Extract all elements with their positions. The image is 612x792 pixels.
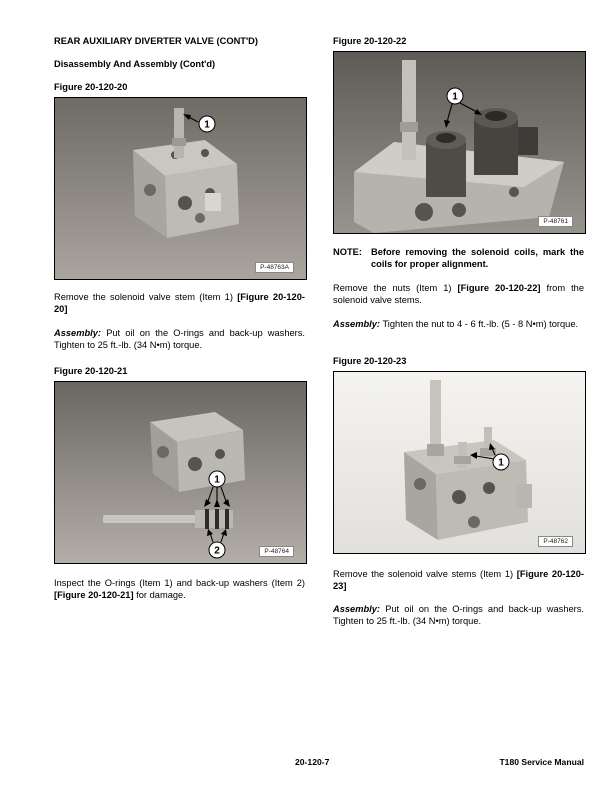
- paragraph-assembly-2: Assembly: Tighten the nut to 4 - 6 ft.-lb. (5 - 8 N•m) torque.: [333, 319, 579, 329]
- manual-title: T180 Service Manual: [499, 757, 584, 767]
- subsection-title: Disassembly And Assembly (Cont'd): [54, 59, 216, 69]
- callout-1: 1: [452, 91, 458, 103]
- callout-1: 1: [498, 457, 504, 469]
- figure-caption-20-120-20: Figure 20-120-20: [54, 82, 128, 92]
- figure-photo-20-120-21: [54, 381, 307, 564]
- paragraph-assembly-1: Assembly: Put oil on the O-rings and back-up washers. Tighten to 25 ft.-lb. (34 N•m) torque.: [54, 328, 305, 350]
- figure-photo-20-120-22: [333, 51, 586, 234]
- paragraph-remove-nuts: Remove the nuts (Item 1) [Figure 20-120-22] from the solenoid valve stems.: [333, 283, 585, 305]
- photo-id: P-48764: [259, 546, 294, 557]
- page-number: 20-120-7: [295, 757, 330, 767]
- paragraph-assembly-3: Assembly: Put oil on the O-rings and back-up washers. Tighten to 25 ft.-lb. (34 N•m) torque.: [333, 604, 584, 626]
- paragraph-inspect: Inspect the O-rings (Item 1) and back-up washers (Item 2) [Figure 20-120-21] for damage.: [54, 578, 305, 600]
- figure-photo-20-120-23: [333, 371, 586, 554]
- figure-caption-20-120-22: Figure 20-120-22: [333, 36, 407, 46]
- paragraph-remove-stems: Remove the solenoid valve stems (Item 1) [Figure 20-120-23]: [333, 569, 584, 591]
- photo-id: P-48763A: [255, 262, 294, 273]
- figure-reference[interactable]: [Figure 20-120-23]: [333, 569, 584, 591]
- photo-id: P-48762: [538, 536, 573, 547]
- figure-reference[interactable]: [Figure 20-120-20]: [54, 292, 305, 314]
- callout-1: 1: [204, 119, 210, 131]
- figure-caption-20-120-23: Figure 20-120-23: [333, 356, 407, 366]
- section-title: REAR AUXILIARY DIVERTER VALVE (CONT'D): [54, 36, 258, 46]
- figure-reference[interactable]: [Figure 20-120-21]: [54, 589, 134, 600]
- callout-2: 2: [214, 545, 220, 557]
- note: NOTE: Before removing the solenoid coils, mark the coils for proper alignment.: [333, 247, 584, 269]
- photo-id: P-48761: [538, 216, 573, 227]
- paragraph-remove-stem: Remove the solenoid valve stem (Item 1) [Figure 20-120-20]: [54, 292, 305, 314]
- figure-caption-20-120-21: Figure 20-120-21: [54, 366, 128, 376]
- figure-reference[interactable]: [Figure 20-120-22]: [457, 283, 541, 293]
- figure-photo-20-120-20: [54, 97, 307, 280]
- callout-1: 1: [214, 474, 220, 486]
